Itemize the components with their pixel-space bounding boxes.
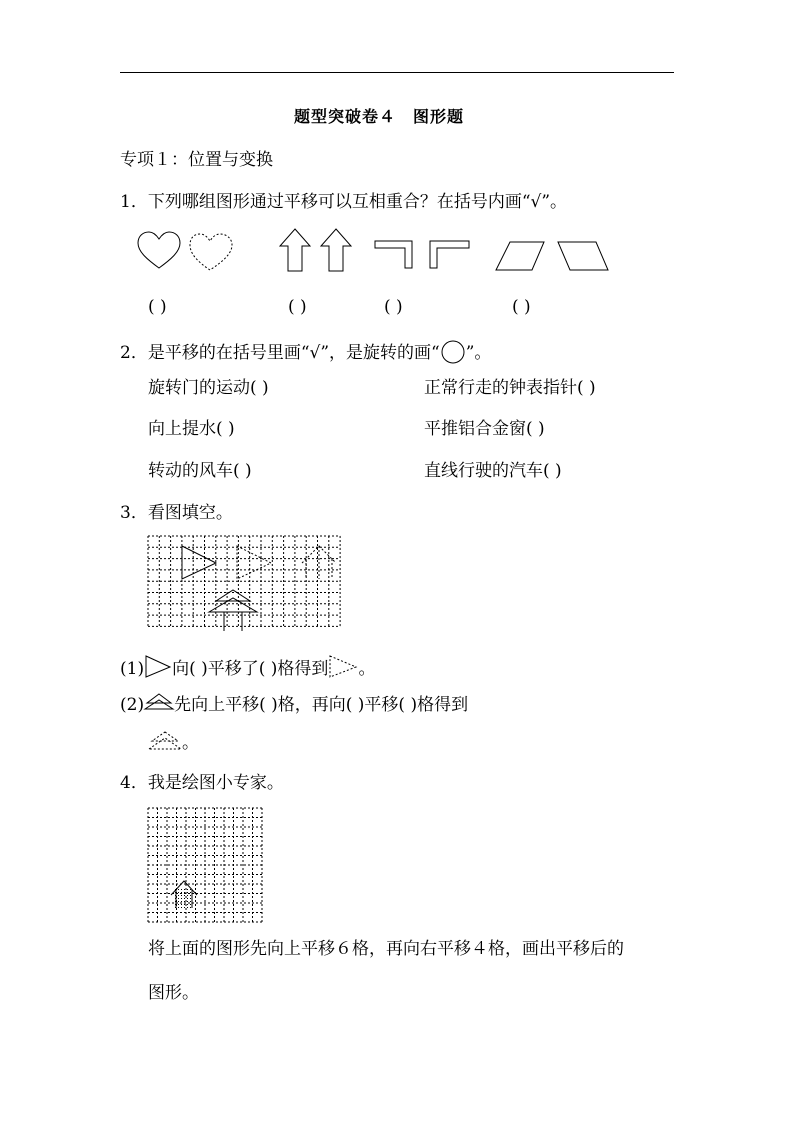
q3-sub1-label: (1) — [120, 659, 145, 679]
section-heading: 专项１：位置与变换 — [120, 150, 273, 170]
arrow-up-left-icon — [280, 229, 310, 271]
q3-sub2 — [120, 692, 468, 716]
q3-sub1 — [120, 654, 375, 680]
bracket-down-icon — [375, 241, 412, 268]
q2-item-car[interactable]: 直线行驶的汽车( ) — [424, 461, 562, 481]
q3-sub2-end: 。 — [182, 733, 199, 753]
tree-solid-icon — [144, 692, 174, 714]
q2-item-windmill[interactable]: 转动的风车( ) — [148, 461, 252, 481]
q1-blank-1[interactable]: ( ) — [148, 297, 167, 317]
q4-instruction-line2: 图形。 — [148, 983, 199, 1003]
heart-solid-icon — [138, 232, 180, 268]
q3-prompt: 3．看图填空。 — [120, 503, 233, 523]
q3-sub2-text[interactable]: 先向上平移( )格，再向( )平移( )格得到 — [174, 695, 469, 715]
q2-prompt — [120, 340, 491, 364]
q4-prompt: 4．我是绘图小专家。 — [120, 773, 284, 793]
arrow-up-right-icon — [321, 229, 351, 271]
q4-instruction-line1: 将上面的图形先向上平移６格，再向右平移４格，画出平移后的 — [148, 939, 624, 959]
tree-dashed-icon — [148, 730, 182, 752]
q2-item-lift-water[interactable]: 向上提水( ) — [148, 419, 235, 439]
q1-prompt: 1．下列哪组图形通过平移可以互相重合？在括号内画“√”。 — [120, 192, 568, 212]
grid-lines — [148, 808, 262, 922]
q4-dotted-grid[interactable] — [148, 808, 263, 923]
triangle-dashed-icon — [328, 654, 358, 678]
q1-blank-2[interactable]: ( ) — [288, 297, 307, 317]
triangle-solid-icon — [182, 546, 216, 579]
q3-sub1-end: 。 — [358, 659, 376, 679]
q3-sub2-continued — [148, 730, 199, 754]
house-pattern-fill — [175, 888, 193, 908]
circle-icon — [440, 340, 466, 364]
q2-item-clock-hand[interactable]: 正常行走的钟表指针( ) — [424, 378, 596, 398]
q3-sub2-label: (2) — [120, 695, 145, 715]
q2-prompt-start: 2．是平移的在括号里画“√”，是旋转的画“ — [120, 343, 440, 363]
grid-lines — [148, 536, 340, 626]
bracket-corner-icon — [430, 241, 469, 268]
heart-dashed-icon — [190, 234, 232, 270]
header-rule — [120, 72, 674, 73]
triangle-dashed-icon — [237, 546, 271, 579]
page-title: 题型突破卷４ 图形题 — [294, 107, 465, 126]
q2-prompt-end: ”。 — [465, 343, 492, 363]
q2-item-revolving-door[interactable]: 旋转门的运动( ) — [148, 378, 269, 398]
q3-sub1-text[interactable]: 向( )平移了( )格得到 — [172, 659, 329, 679]
q3-dotted-grid — [148, 536, 340, 632]
q1-blank-3[interactable]: ( ) — [384, 297, 403, 317]
triangle-solid-icon — [144, 654, 172, 678]
q1-blank-4[interactable]: ( ) — [512, 297, 531, 317]
parallelogram-right-icon — [558, 242, 608, 270]
q1-figures — [130, 226, 620, 276]
q2-item-sliding-window[interactable]: 平推铝合金窗( ) — [424, 419, 545, 439]
parallelogram-left-icon — [496, 242, 544, 270]
house-dashed-icon — [302, 546, 336, 579]
